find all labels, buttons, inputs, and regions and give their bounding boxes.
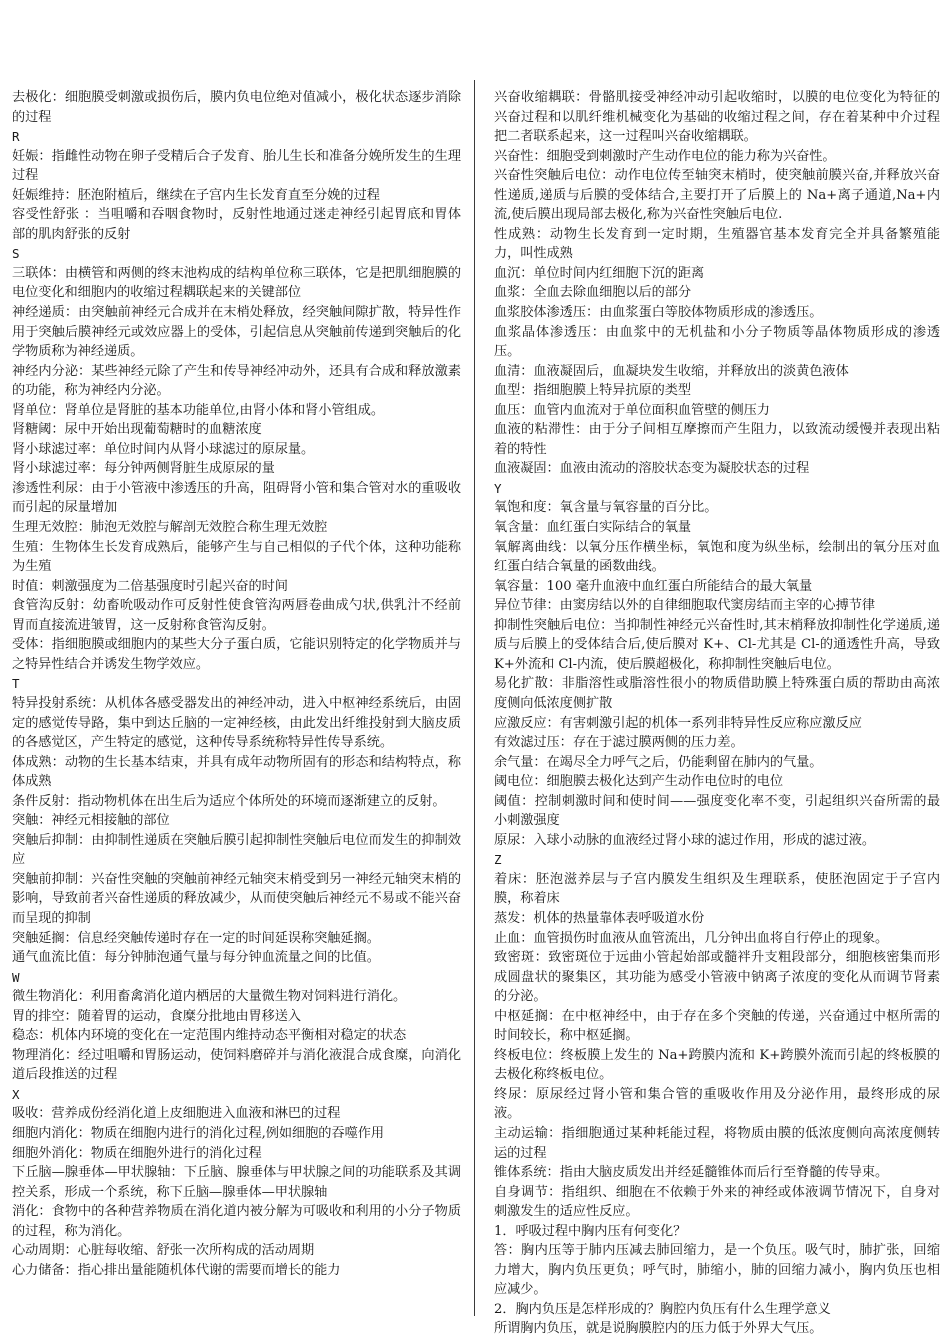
- glossary-entry: 氧容量：100 毫升血液中血红蛋白所能结合的最大氧量: [494, 578, 813, 594]
- glossary-entry: 三联体：由横管和两侧的终末池构成的结构单位称三联体，它是把肌细胞膜的电位变化和细胞内的收缩过程耦联起来的关键部位: [12, 265, 461, 301]
- glossary-entry: 肾小球滤过率：每分钟两侧肾脏生成原尿的量: [12, 461, 275, 477]
- glossary-entry: 神经递质：由突触前神经元合成并在末梢处释放，经突触间隙扩散，特异性作用于突触后膜神经元或效应器上的受体，引起信息从突触前传递到突触后的化学物质称为神经递质。: [12, 305, 461, 360]
- section-letter-heading: X: [12, 1086, 20, 1102]
- glossary-entry: 终尿：原尿经过肾小管和集合管的重吸收作用及分泌作用，最终形成的尿液。: [494, 1086, 940, 1122]
- glossary-entry: 细胞内消化：物质在细胞内进行的消化过程,例如细胞的吞噬作用: [12, 1125, 384, 1141]
- glossary-entry: 阈电位：细胞膜去极化达到产生动作电位时的电位: [494, 774, 784, 790]
- glossary-entry: 心动周期：心脏每收缩、舒张一次所构成的活动周期: [12, 1243, 315, 1259]
- glossary-entry: 时值：刺激强度为二倍基强度时引起兴奋的时间: [12, 578, 288, 594]
- glossary-entry: 致密斑：致密斑位于远曲小管起始部或髓袢升支粗段部分，细胞核密集而形成圆盘状的聚集区，其功能为感受小管液中钠离子浓度的变化从而调节肾素的分泌。: [494, 950, 940, 1005]
- glossary-entry: 1．呼吸过程中胸内压有何变化？: [494, 1223, 687, 1239]
- glossary-entry: 肾单位：肾单位是肾脏的基本功能单位,由肾小体和肾小管组成。: [12, 402, 384, 418]
- glossary-entry: 主动运输：指细胞通过某种耗能过程，将物质由膜的低浓度侧向高浓度侧转运的过程: [494, 1125, 940, 1161]
- glossary-entry: 蒸发：机体的热量靠体表呼吸道水份: [494, 910, 705, 926]
- glossary-entry: 血沉：单位时间内红细胞下沉的距离: [494, 265, 705, 281]
- glossary-entry: 胃的排空：随着胃的运动，食糜分批地由胃移送入: [12, 1008, 302, 1024]
- glossary-entry: 所谓胸内负压，就是说胸膜腔内的压力低于外界大气压。: [494, 1321, 823, 1337]
- left-column: [12, 88, 461, 1280]
- glossary-entry: 兴奋性突触后电位：动作电位传至轴突末梢时，使突触前膜兴奋,并释放兴奋性递质,递质与后膜的受体结合,主要打开了后膜上的 Na+离子通道,Na+内流,使后膜出现局部去极化,称为兴奋性突触后电位.: [494, 168, 940, 223]
- glossary-entry: 血压：血管内血流对于单位面积血管壁的侧压力: [494, 402, 770, 418]
- glossary-entry: 神经内分泌：某些神经元除了产生和传导神经冲动外，还具有合成和释放激素的功能，称为神经内分泌。: [12, 363, 461, 399]
- glossary-entry: 心力储备：指心排出量能随机体代谢的需要而增长的能力: [12, 1262, 341, 1278]
- glossary-entry: 血液凝固：血液由流动的溶胶状态变为凝胶状态的过程: [494, 461, 810, 477]
- glossary-entry: 肾糖阈：尿中开始出现葡萄糖时的血糖浓度: [12, 422, 262, 438]
- glossary-entry: 2．胸内负压是怎样形成的？胸腔内负压有什么生理学意义: [494, 1301, 831, 1317]
- glossary-entry: 突触前抑制：兴奋性突触的突触前神经元轴突末梢受到另一神经元轴突末梢的影响，导致前者兴奋性递质的释放减少，从而使突触后神经元不易或不能兴奋而呈现的抑制: [12, 871, 461, 926]
- glossary-entry: 血液的粘滞性：由于分子间相互摩擦而产生阻力，以致流动缓慢并表现出粘着的特性: [494, 422, 940, 457]
- glossary-entry: 有效滤过压：存在于滤过膜两侧的压力差。: [494, 735, 744, 751]
- glossary-entry: 突触后抑制：由抑制性递质在突触后膜引起抑制性突触后电位而发生的抑制效应: [12, 832, 461, 868]
- section-letter-heading: Z: [494, 852, 502, 868]
- glossary-entry: 受体：指细胞膜或细胞内的某些大分子蛋白质，它能识别特定的化学物质并与之特异性结合并诱发生物学效应。: [12, 637, 461, 672]
- glossary-entry: 食管沟反射：幼畜吮吸动作可反射性使食管沟两唇卷曲成勺状,供乳汁不经前胃而直接流进皱胃，这一反射称食管沟反射。: [12, 598, 461, 633]
- glossary-entry: 抑制性突触后电位：当抑制性神经元兴奋性时,其末梢释放抑制性化学递质,递质与后膜上的受体结合后,使后膜对 K+、Cl-尤其是 Cl-的通透性升高，导致 K+外流和 Cl-内流，使后膜超极化，称抑制性突触后电位。: [494, 617, 940, 672]
- section-letter-heading: Y: [494, 480, 502, 496]
- glossary-entry: 终板电位：终板膜上发生的 Na+跨膜内流和 K+跨膜外流而引起的终板膜的去极化称终板电位。: [494, 1047, 940, 1083]
- glossary-entry: 突触：神经元相接触的部位: [12, 813, 170, 829]
- glossary-entry: 兴奋收缩耦联：骨骼肌接受神经冲动引起收缩时，以膜的电位变化为特征的兴奋过程和以肌纤维机械变化为基础的收缩过程之间，存在着某种中介过程把二者联系起来，这一过程叫兴奋收缩耦联。: [494, 90, 940, 145]
- glossary-entry: 自身调节：指组织、细胞在不依赖于外来的神经或体液调节情况下，自身对刺激发生的适应性反应。: [494, 1184, 940, 1220]
- section-letter-heading: T: [12, 676, 20, 692]
- column-divider: [474, 80, 475, 1316]
- glossary-entry: 止血：血管损伤时血液从血管流出，几分钟出血将自行停止的现象。: [494, 930, 889, 946]
- glossary-entry: 氧解离曲线：以氧分压作横坐标，氧饱和度为纵坐标，绘制出的氧分压对血红蛋白结合氧量的函数曲线。: [494, 539, 940, 575]
- glossary-entry: 血型：指细胞膜上特异抗原的类型: [494, 383, 692, 399]
- glossary-entry: 答：胸内压等于肺内压减去肺回缩力，是一个负压。吸气时，肺扩张，回缩力增大，胸内负压更负；呼气时，肺缩小，肺的回缩力减小，胸内负压也相应减少。: [494, 1243, 940, 1298]
- glossary-entry: 通气血流比值：每分钟肺泡通气量与每分钟血流量之间的比值。: [12, 950, 380, 966]
- glossary-entry: 特异投射系统：从机体各感受器发出的神经冲动，进入中枢神经系统后，由固定的感觉传导路，集中到达丘脑的一定神经核，由此发出纤维投射到大脑皮质的各感觉区，产生特定的感觉，这种传导系统称特异性传导系统。: [12, 695, 461, 751]
- glossary-entry: 血浆晶体渗透压：由血浆中的无机盐和小分子物质等晶体物质形成的渗透压。: [494, 324, 940, 360]
- glossary-entry: 血清：血液凝固后，血凝块发生收缩，并释放出的淡黄色液体: [494, 363, 849, 379]
- right-column: [494, 88, 940, 1339]
- glossary-entry: 消化：食物中的各种营养物质在消化道内被分解为可吸收和利用的小分子物质的过程，称为消化。: [12, 1204, 461, 1239]
- glossary-entry: 渗透性利尿：由于小管液中渗透压的升高，阻碍肾小管和集合管对水的重吸收而引起的尿量增加: [12, 480, 461, 516]
- glossary-entry: 体成熟：动物的生长基本结束，并具有成年动物所固有的形态和结构特点，称体成熟: [12, 754, 461, 790]
- glossary-entry: 氧饱和度：氧含量与氧容量的百分比。: [494, 500, 718, 516]
- glossary-entry: 妊娠维持：胚泡附植后，继续在子宫内生长发育直至分娩的过程: [12, 187, 380, 203]
- glossary-entry: 吸收：营养成份经消化道上皮细胞进入血液和淋巴的过程: [12, 1106, 341, 1122]
- section-letter-heading: W: [12, 969, 20, 985]
- glossary-entry: 突触延搁：信息经突触传递时存在一定的时间延误称突触延搁。: [12, 930, 380, 946]
- glossary-entry: 妊娠：指雌性动物在卵子受精后合子发育、胎儿生长和准备分娩所发生的生理过程: [12, 148, 461, 184]
- glossary-entry: 着床：胚泡滋养层与子宫内膜发生组织及生理联系，使胚泡固定于子宫内膜，称着床: [494, 871, 940, 907]
- glossary-entry: 细胞外消化：物质在细胞外进行的消化过程: [12, 1145, 262, 1161]
- glossary-entry: 物理消化：经过咀嚼和胃肠运动，使饲料磨碎并与消化液混合成食糜，向消化道后段推送的过程: [12, 1047, 461, 1083]
- glossary-entry: 血浆胶体渗透压：由血浆蛋白等胶体物质形成的渗透压。: [494, 305, 823, 321]
- glossary-entry: 生理无效腔：肺泡无效腔与解剖无效腔合称生理无效腔: [12, 520, 328, 536]
- glossary-entry: 锥体系统：指由大脑皮质发出并经延髓锥体而后行至脊髓的传导束。: [494, 1165, 889, 1181]
- glossary-entry: 中枢延搁：在中枢神经中，由于存在多个突触的传递，兴奋通过中枢所需的时间较长，称中枢延搁。: [494, 1008, 940, 1044]
- glossary-entry: 原尿：入球小动脉的血液经过肾小球的滤过作用，形成的滤过液。: [494, 832, 875, 848]
- glossary-entry: 微生物消化：利用畜禽消化道内栖居的大量微生物对饲料进行消化。: [12, 989, 407, 1005]
- section-letter-heading: S: [12, 246, 20, 262]
- glossary-entry: 条件反射：指动物机体在出生后为适应个体所处的环境而逐渐建立的反射。: [12, 793, 446, 809]
- glossary-entry: 去极化：细胞膜受刺激或损伤后，膜内负电位绝对值减小，极化状态逐步消除的过程: [12, 90, 461, 125]
- glossary-entry: 异位节律：由窦房结以外的自律细胞取代窦房结而主宰的心搏节律: [494, 598, 875, 614]
- glossary-entry: 氧含量：血红蛋白实际结合的氧量: [494, 520, 692, 536]
- glossary-entry: 生殖：生物体生长发育成熟后，能够产生与自己相似的子代个体，这种功能称为生殖: [12, 539, 461, 575]
- glossary-entry: 应激反应：有害刺激引起的机体一系列非特异性反应称应激反应: [494, 715, 862, 731]
- glossary-entry: 下丘脑—腺垂体—甲状腺轴：下丘脑、腺垂体与甲状腺之间的功能联系及其调控关系，形成一个系统，称下丘脑—腺垂体—甲状腺轴: [12, 1165, 461, 1200]
- glossary-entry: 阈值：控制刺激时间和使时间——强度变化率不变，引起组织兴奋所需的最小刺激强度: [494, 793, 940, 829]
- section-letter-heading: R: [12, 129, 20, 145]
- glossary-entry: 兴奋性：细胞受到刺激时产生动作电位的能力称为兴奋性。: [494, 148, 836, 164]
- glossary-entry: 易化扩散：非脂溶性或脂溶性很小的物质借助膜上特殊蛋白质的帮助由高浓度侧向低浓度侧扩散: [494, 676, 940, 711]
- glossary-entry: 肾小球滤过率：单位时间内从肾小球滤过的原尿量。: [12, 441, 315, 457]
- glossary-entry: 性成熟：动物生长发育到一定时期，生殖器官基本发育完全并具备繁殖能力，叫性成熟: [494, 226, 940, 262]
- glossary-entry: 稳态：机体内环境的变化在一定范围内维持动态平衡相对稳定的状态: [12, 1028, 407, 1044]
- glossary-entry: 容受性舒张 ：当咀嚼和吞咽食物时，反射性地通过迷走神经引起胃底和胃体部的肌肉舒张的反射: [12, 207, 461, 242]
- glossary-entry: 血浆：全血去除血细胞以后的部分: [494, 285, 692, 301]
- glossary-entry: 余气量：在竭尽全力呼气之后，仍能剩留在肺内的气量。: [494, 754, 823, 770]
